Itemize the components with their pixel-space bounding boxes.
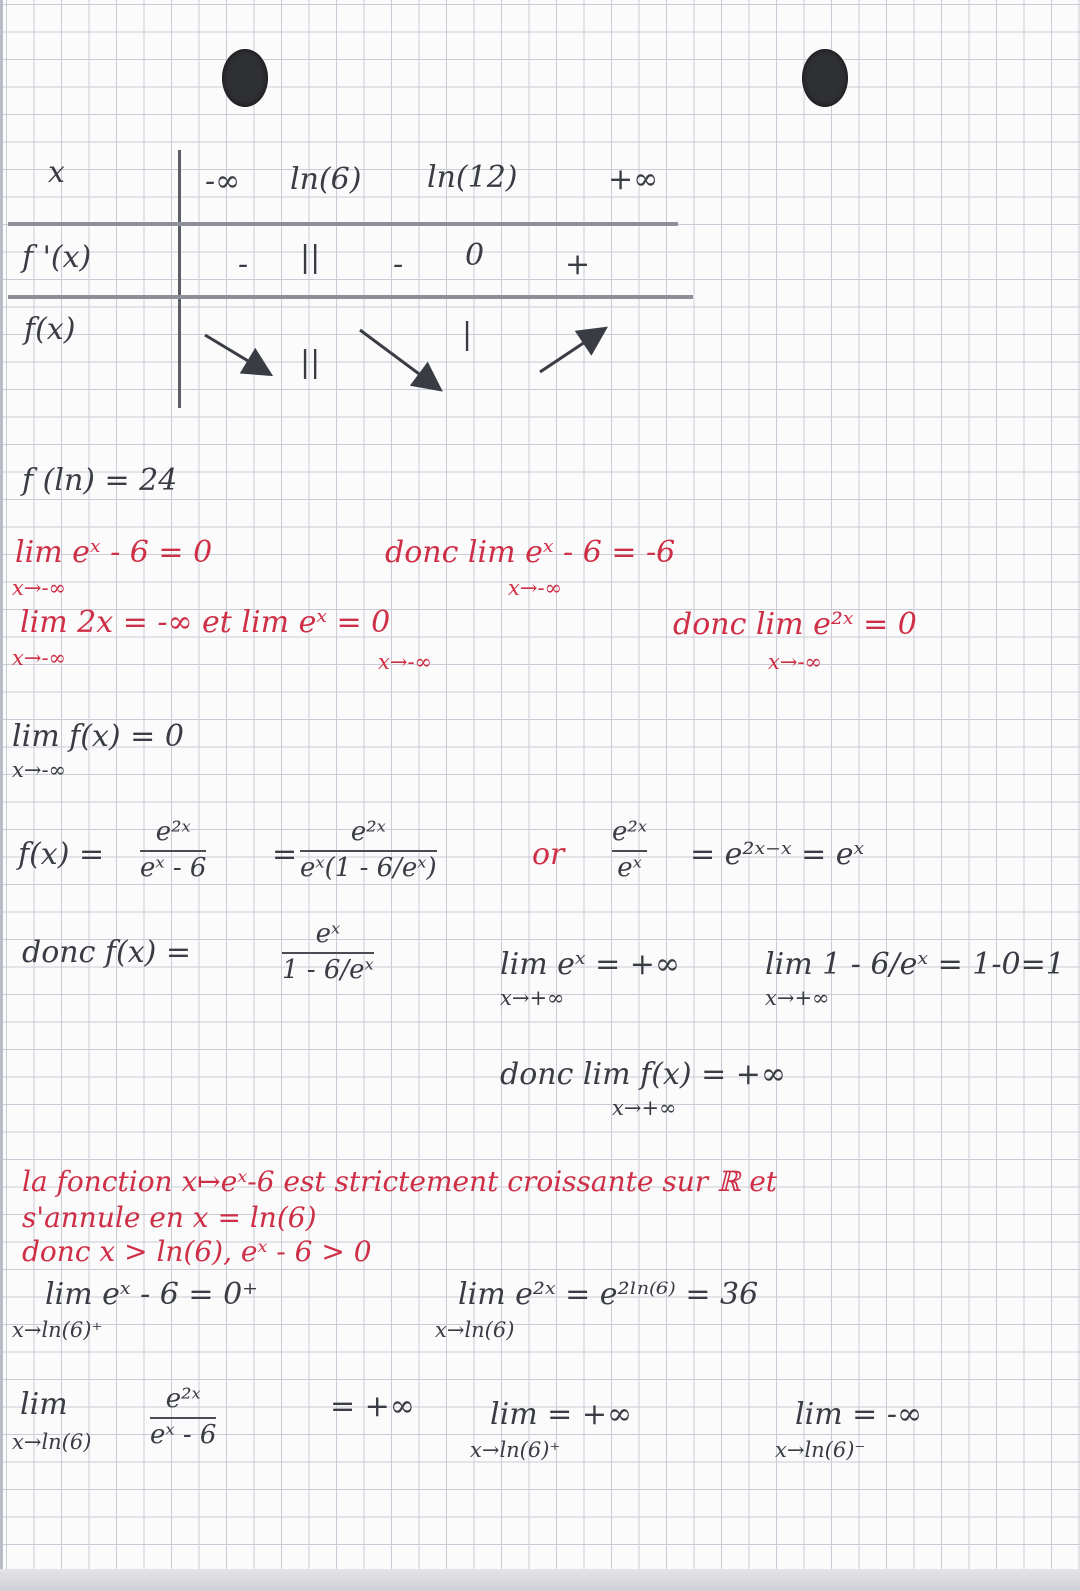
fraction-2-num: e²ˣ	[350, 817, 386, 847]
line-lim-1-right: donc lim eˣ - 6 = -6	[385, 535, 676, 570]
fraction-4	[282, 920, 374, 986]
fraction-2-den: eˣ(1 - 6/eˣ)	[300, 852, 437, 883]
lim-1-minus: lim 1 - 6/eˣ = 1-0=1	[765, 947, 1065, 982]
fraction-2	[300, 818, 437, 884]
table-val-minus-inf: -∞	[205, 164, 241, 199]
table-val-ln12: ln(12)	[427, 160, 518, 195]
fraction-4-den: 1 - 6/eˣ	[282, 954, 374, 985]
lim-1-minus-sub: x→+∞	[765, 986, 830, 1010]
table-func-doublebar: ||	[300, 345, 321, 380]
lim-a-sub: x→ln(6)⁺	[12, 1318, 103, 1342]
table-val-plus-inf: +∞	[608, 162, 659, 197]
line-lim-1-left-sub: x→-∞	[12, 576, 67, 600]
table-deriv-sign-1: -	[238, 247, 249, 282]
fraction-5-den: eˣ - 6	[150, 1419, 217, 1450]
lim-a: lim eˣ - 6 = 0⁺	[45, 1277, 259, 1312]
equals-1: =	[272, 837, 298, 872]
table-deriv-label: f '(x)	[22, 240, 92, 275]
lim-b: lim e²ˣ = e²ˡⁿ⁽⁶⁾ = 36	[458, 1277, 759, 1312]
lim-d-sub: x→ln(6)⁺	[470, 1438, 561, 1462]
table-func-bar: |	[462, 317, 473, 352]
lim-d: lim = +∞	[490, 1397, 632, 1432]
line-lim-2a: lim 2x = -∞ et lim eˣ = 0	[20, 605, 391, 640]
or-text: or	[532, 837, 565, 872]
fraction-3-den: eˣ	[617, 852, 642, 883]
red-line-1: la fonction x↦eˣ-6 est strictement croissante sur ℝ et	[22, 1165, 778, 1198]
lim-c-sub: x→ln(6)	[12, 1430, 92, 1454]
lim-ex-plus-inf: lim eˣ = +∞	[500, 947, 680, 982]
arrow-increasing	[540, 330, 603, 372]
f-x-lhs: f(x) =	[18, 837, 105, 872]
lim-e-sub: x→ln(6)⁻	[775, 1438, 866, 1462]
lim-e: lim = -∞	[795, 1397, 922, 1432]
lim-c: lim	[20, 1387, 68, 1422]
fraction-5-num: e²ˣ	[165, 1384, 201, 1414]
or-rhs: = e²ˣ⁻ˣ = eˣ	[690, 837, 865, 872]
line-lim-f-minus-inf-sub: x→-∞	[12, 758, 67, 782]
line-f-ln: f (ln) = 24	[22, 463, 178, 498]
line-lim-2a-sub2: x→-∞	[378, 650, 433, 674]
line-lim-1-left: lim eˣ - 6 = 0	[15, 535, 213, 570]
lim-b-sub: x→ln(6)	[435, 1318, 515, 1342]
donc-lim-f-plus-inf-sub: x→+∞	[612, 1096, 677, 1120]
red-line-2: s'annule en x = ln(6)	[22, 1201, 317, 1234]
fraction-1-den: eˣ - 6	[140, 852, 207, 883]
fraction-4-num: eˣ	[315, 919, 341, 949]
fraction-1-num: e²ˣ	[155, 817, 191, 847]
table-func-label: f(x)	[24, 312, 76, 347]
line-lim-2b: donc lim e²ˣ = 0	[673, 607, 917, 642]
line-lim-1-right-sub: x→-∞	[508, 576, 563, 600]
red-line-3: donc x > ln(6), eˣ - 6 > 0	[22, 1235, 372, 1268]
table-var-x: x	[48, 155, 65, 190]
line-lim-2a-sub1: x→-∞	[12, 646, 67, 670]
line-lim-2b-sub: x→-∞	[768, 650, 823, 674]
donc-lim-f-plus-inf: donc lim f(x) = +∞	[500, 1057, 786, 1092]
table-deriv-sign-3: +	[565, 247, 591, 282]
lim-ex-plus-inf-sub: x→+∞	[500, 986, 565, 1010]
lim-c-rhs: = +∞	[330, 1389, 415, 1424]
fraction-1	[140, 818, 206, 884]
table-val-ln6: ln(6)	[290, 162, 362, 197]
fraction-5	[150, 1385, 216, 1451]
page-bottom-edge	[0, 1569, 1080, 1591]
table-deriv-zero: 0	[465, 238, 485, 273]
table-deriv-sign-2: -	[393, 247, 404, 282]
arrow-decreasing-2	[360, 330, 438, 388]
table-deriv-doublebar: ||	[300, 240, 321, 275]
arrow-decreasing-1	[205, 335, 268, 373]
donc-f-lhs: donc f(x) =	[22, 935, 192, 970]
fraction-3-num: e²ˣ	[612, 817, 648, 847]
fraction-3	[612, 818, 647, 884]
line-lim-f-minus-inf: lim f(x) = 0	[12, 719, 184, 754]
